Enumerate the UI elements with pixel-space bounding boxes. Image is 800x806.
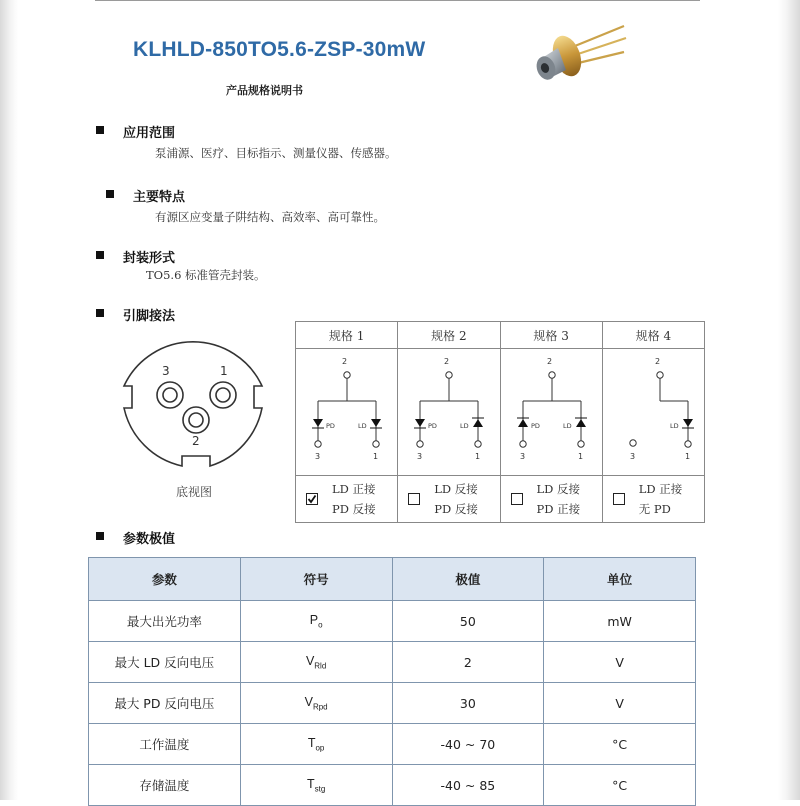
- svg-text:1: 1: [684, 452, 690, 461]
- param-cell: 存储温度: [89, 765, 241, 806]
- section-text-package: TO5.6 标准管壳封装。: [146, 268, 266, 282]
- symbol-cell: $P_o$: [240, 601, 392, 642]
- svg-text:1: 1: [577, 452, 583, 461]
- bullet-icon: [96, 532, 104, 540]
- symbol-cell: $T_{op}$: [240, 724, 392, 765]
- bottom-view-caption: 底视图: [176, 485, 213, 499]
- symbol-cell: $T_{stg}$: [240, 765, 392, 806]
- spec-option-cell: [296, 476, 398, 523]
- spec-header: 规格 4: [602, 322, 704, 349]
- svg-text:3: 3: [519, 452, 525, 461]
- circuit-diagram-spec-1: [296, 349, 398, 471]
- spec-diagram-cell: [500, 349, 602, 476]
- circuit-diagram-spec-3: [501, 349, 603, 471]
- laser-diode-package-icon: [520, 18, 630, 88]
- value-cell: 30: [392, 683, 544, 724]
- section-heading-pinout: 引脚接法: [123, 309, 176, 324]
- section-text-application: 泵浦源、医疗、目标指示、测量仪器、传感器。: [155, 146, 397, 160]
- spec-option-line: LD 正接: [332, 482, 376, 496]
- spec-option-cell: [398, 476, 500, 523]
- bullet-icon: [96, 309, 104, 317]
- param-cell: 最大 LD 反向电压: [89, 642, 241, 683]
- table-row: [89, 601, 696, 642]
- pin-label: 1: [220, 364, 228, 378]
- pin-config-table: [295, 321, 705, 523]
- spec-option-line: PD 反接: [434, 502, 478, 516]
- bullet-icon: [96, 126, 104, 134]
- value-cell: 2: [392, 642, 544, 683]
- unit-cell: V: [544, 683, 696, 724]
- table-row: [89, 765, 696, 806]
- svg-text:LD: LD: [460, 422, 469, 430]
- svg-text:1: 1: [373, 452, 379, 461]
- svg-text:LD: LD: [669, 422, 679, 430]
- ratings-table: [88, 557, 696, 806]
- pin-label: 2: [192, 434, 200, 448]
- spec-4-checkbox[interactable]: [613, 493, 625, 505]
- spec-option-line: PD 反接: [332, 502, 376, 516]
- pin-label: 3: [162, 364, 170, 378]
- svg-text:3: 3: [315, 452, 321, 461]
- circuit-diagram-spec-2: [398, 349, 500, 471]
- svg-text:PD: PD: [530, 422, 540, 430]
- spec-option-line: LD 反接: [536, 482, 581, 496]
- section-heading-application: 应用范围: [123, 126, 176, 141]
- spec-diagram-cell: [602, 349, 704, 476]
- symbol-cell: $V_{Rld}$: [240, 642, 392, 683]
- svg-text:PD: PD: [326, 422, 335, 430]
- section-heading-package: 封装形式: [123, 251, 176, 266]
- bottom-view-diagram: [110, 320, 280, 470]
- value-cell: -40 ~ 85: [392, 765, 544, 806]
- pin-1: [210, 382, 236, 408]
- param-cell: 最大 PD 反向电压: [89, 683, 241, 724]
- page-subtitle: 产品规格说明书: [226, 84, 303, 97]
- table-row: [89, 683, 696, 724]
- svg-text:2: 2: [342, 357, 348, 366]
- column-header: 符号: [240, 558, 392, 601]
- page-title: KLHLD-850TO5.6-ZSP-30mW: [133, 38, 426, 61]
- bullet-icon: [106, 190, 114, 198]
- svg-text:3: 3: [417, 452, 423, 461]
- spec-diagram-cell: [398, 349, 500, 476]
- svg-text:PD: PD: [428, 422, 438, 430]
- spec-option-line: 无 PD: [638, 502, 671, 516]
- unit-cell: °C: [544, 765, 696, 806]
- unit-cell: mW: [544, 601, 696, 642]
- spec-header: 规格 2: [398, 322, 500, 349]
- column-header: 参数: [89, 558, 241, 601]
- column-header: 极值: [392, 558, 544, 601]
- pin-3: [157, 382, 183, 408]
- svg-text:LD: LD: [562, 422, 572, 430]
- param-cell: 最大出光功率: [89, 601, 241, 642]
- svg-text:1: 1: [475, 452, 481, 461]
- param-cell: 工作温度: [89, 724, 241, 765]
- top-rule: [95, 0, 700, 1]
- value-cell: 50: [392, 601, 544, 642]
- pin-2: [183, 407, 209, 433]
- spec-2-checkbox[interactable]: [408, 493, 420, 505]
- svg-text:2: 2: [444, 357, 450, 366]
- section-heading-ratings: 参数极值: [123, 532, 176, 547]
- section-heading-features: 主要特点: [133, 190, 186, 205]
- section-text-features: 有源区应变量子阱结构、高效率、高可靠性。: [155, 210, 385, 224]
- page-edge-right: [778, 0, 800, 800]
- unit-cell: V: [544, 642, 696, 683]
- unit-cell: °C: [544, 724, 696, 765]
- svg-text:2: 2: [546, 357, 552, 366]
- svg-text:2: 2: [654, 357, 660, 366]
- spec-header: 规格 1: [296, 322, 398, 349]
- check-icon: [307, 494, 317, 504]
- svg-text:LD: LD: [358, 422, 367, 430]
- symbol-cell: $V_{Rpd}$: [240, 683, 392, 724]
- spec-option-cell: [500, 476, 602, 523]
- spec-3-checkbox[interactable]: [511, 493, 523, 505]
- bullet-icon: [96, 251, 104, 259]
- table-row: [89, 642, 696, 683]
- spec-option-line: LD 反接: [434, 482, 478, 496]
- svg-text:3: 3: [629, 452, 635, 461]
- spec-option-line: PD 正接: [536, 502, 581, 516]
- spec-option-line: LD 正接: [638, 482, 683, 496]
- spec-1-checkbox[interactable]: [306, 493, 318, 505]
- spec-header: 规格 3: [500, 322, 602, 349]
- table-row: [89, 724, 696, 765]
- value-cell: -40 ~ 70: [392, 724, 544, 765]
- circuit-diagram-spec-4: [603, 349, 705, 471]
- spec-diagram-cell: [296, 349, 398, 476]
- spec-option-cell: [602, 476, 704, 523]
- column-header: 单位: [544, 558, 696, 601]
- page-edge-left: [0, 0, 18, 800]
